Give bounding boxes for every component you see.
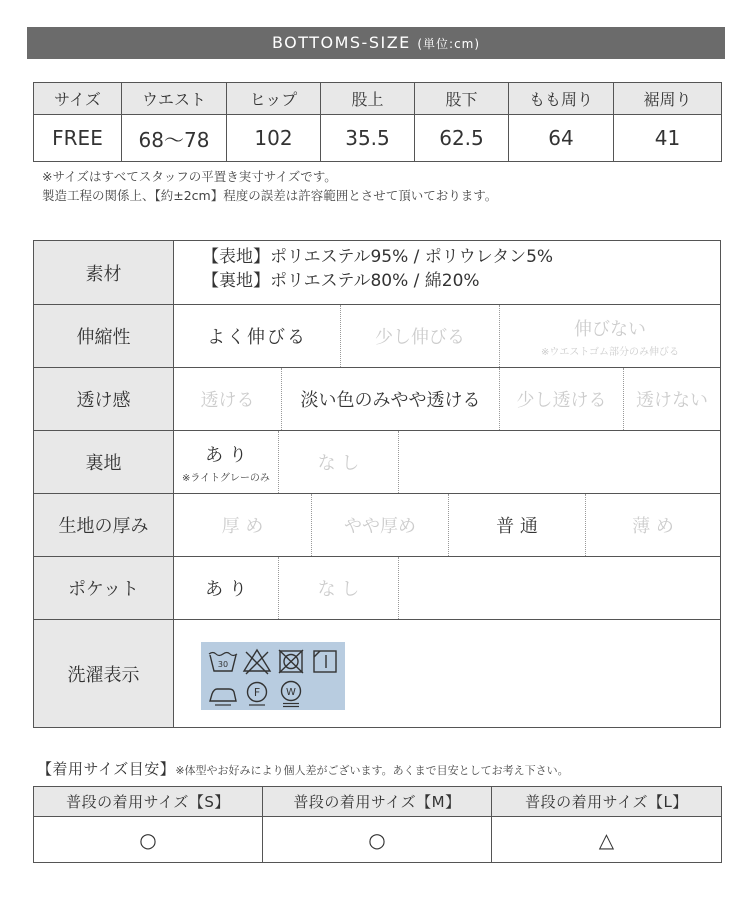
fit-header: 普段の着用サイズ【S】 [34, 787, 263, 817]
size-header: ウエスト [122, 83, 227, 115]
size-cell: 35.5 [321, 115, 415, 162]
spec-label: 生地の厚み [34, 494, 174, 556]
spec-row-pocket [34, 556, 720, 619]
fit-guide-row [34, 817, 722, 863]
svg-text:W: W [286, 687, 296, 698]
banner-title: BOTTOMS-SIZE [271, 33, 411, 52]
size-header: 股上 [321, 83, 415, 115]
size-cell: 64 [509, 115, 614, 162]
size-header: サイズ [34, 83, 122, 115]
size-table-row [34, 115, 722, 162]
size-header: 股下 [415, 83, 509, 115]
lining-option: あ り ※ライトグレーのみ [182, 444, 270, 484]
laundry-symbols [201, 642, 345, 710]
wet-clean-w-icon [275, 678, 307, 708]
lining-option-note: ※ライトグレーのみ [182, 472, 270, 484]
fit-guide-note: ※体型やお好みにより個人差がございます。あくまで目安としてお考え下さい。 [175, 764, 569, 777]
size-table-header-row [34, 83, 722, 115]
dry-clean-f-icon [241, 678, 273, 708]
size-header: もも周り [509, 83, 614, 115]
spec-row-sheerness [34, 367, 720, 430]
svg-text:F: F [253, 686, 261, 699]
spec-label: ポケット [34, 557, 174, 619]
size-note: 製造工程の関係上、【約±2cm】程度の誤差は許容範囲とさせて頂いております。 [42, 188, 498, 203]
spec-label: 伸縮性 [34, 305, 174, 367]
line-dry-shade-icon [309, 646, 341, 676]
pocket-option: あ り [205, 579, 247, 600]
spec-row-lining [34, 430, 720, 493]
spec-label: 素材 [34, 241, 174, 304]
pocket-empty-cell [398, 557, 720, 619]
thickness-option: 厚 め [221, 516, 264, 537]
size-cell: 102 [227, 115, 321, 162]
size-cell: FREE [34, 115, 122, 162]
fit-mark: △ [492, 817, 722, 863]
stretch-option: よく伸びる [207, 327, 307, 348]
sheerness-option: 透ける [200, 390, 255, 411]
lining-empty-cell [398, 431, 720, 493]
spec-label: 洗濯表示 [34, 620, 174, 727]
banner-unit: (単位:cm) [417, 37, 481, 51]
stretch-option: 伸びない ※ウエストゴム部分のみ伸びる [499, 305, 720, 367]
size-cell: 68〜78 [122, 115, 227, 162]
thickness-option: 薄 め [585, 494, 720, 556]
spec-label: 透け感 [34, 368, 174, 430]
fit-guide-heading [37, 758, 569, 779]
spec-row-thickness [34, 493, 720, 556]
size-notes [42, 167, 497, 205]
size-cell: 41 [614, 115, 722, 162]
fit-mark: ○ [34, 817, 263, 863]
size-cell: 62.5 [415, 115, 509, 162]
spec-table [33, 240, 721, 728]
spec-row-stretch [34, 304, 720, 367]
sheerness-option: 淡い色のみやや透ける [281, 368, 499, 430]
fit-header: 普段の着用サイズ【L】 [492, 787, 722, 817]
material-text [174, 241, 720, 304]
spec-row-laundry [34, 619, 720, 727]
wash-30-icon [207, 646, 239, 676]
size-note: ※サイズはすべてスタッフの平置き実寸サイズです。 [42, 169, 337, 184]
no-tumble-dry-icon [275, 646, 307, 676]
stretch-option: 少し伸びる [340, 305, 499, 367]
thickness-option: やや厚め [311, 494, 448, 556]
size-header: ヒップ [227, 83, 321, 115]
lining-option: な し [278, 431, 398, 493]
fit-guide-header-row [34, 787, 722, 817]
size-banner [27, 27, 725, 59]
size-table [33, 82, 722, 162]
thickness-option: 普 通 [448, 494, 585, 556]
fit-mark: ○ [263, 817, 492, 863]
spec-row-material [34, 241, 720, 304]
fit-header: 普段の着用サイズ【M】 [263, 787, 492, 817]
sheerness-option: 少し透ける [499, 368, 623, 430]
size-header: 裾周り [614, 83, 722, 115]
stretch-option-note: ※ウエストゴム部分のみ伸びる [541, 346, 679, 358]
material-line: 【裏地】ポリエステル80% / 綿20% [202, 271, 480, 291]
iron-low-icon [207, 678, 239, 708]
pocket-option: な し [278, 557, 398, 619]
svg-text:30: 30 [217, 660, 229, 669]
fit-guide-table [33, 786, 722, 863]
sheerness-option: 透けない [623, 368, 720, 430]
material-line: 【表地】ポリエステル95% / ポリウレタン5% [202, 247, 554, 267]
fit-guide-title: 【着用サイズ目安】 [37, 760, 176, 778]
spec-label: 裏地 [34, 431, 174, 493]
no-bleach-icon [241, 646, 273, 676]
